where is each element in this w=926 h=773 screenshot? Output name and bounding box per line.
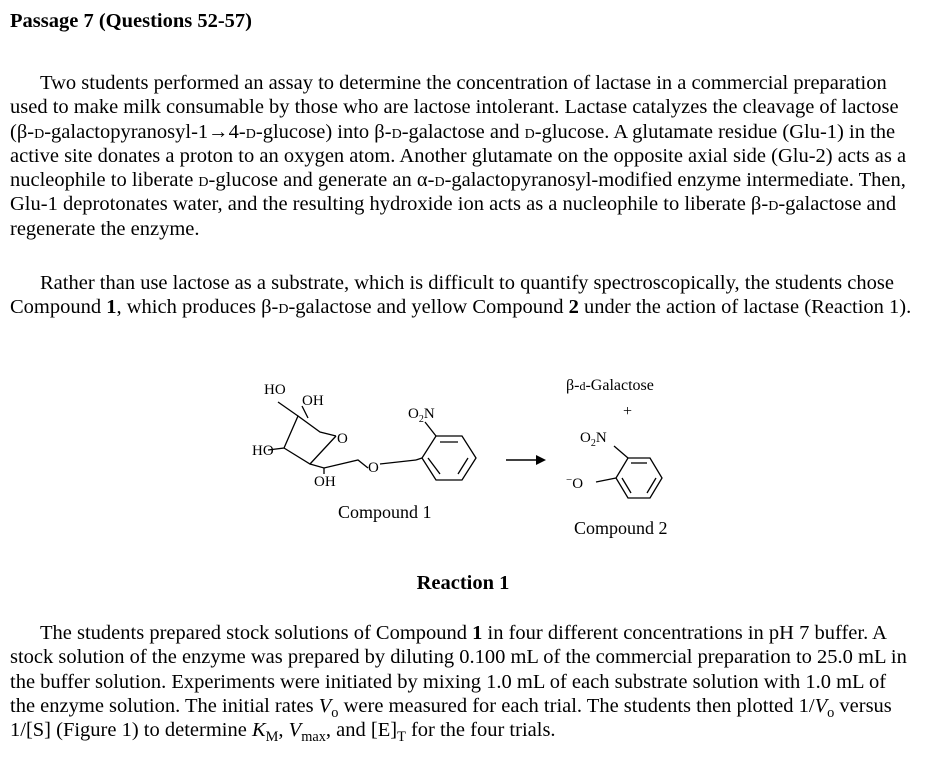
text-run: under the action of lactase (Reaction 1). bbox=[578, 296, 912, 319]
text-run: -galactose and regenerate the enzyme. bbox=[10, 193, 897, 240]
km-symbol: K bbox=[251, 719, 266, 742]
compound-2-label: Compound 2 bbox=[574, 518, 668, 538]
aromatic-bond bbox=[428, 458, 440, 474]
km-subscript: M bbox=[265, 729, 279, 746]
aromatic-bond bbox=[458, 458, 468, 474]
paragraph-1 bbox=[10, 71, 916, 241]
paragraph-3 bbox=[10, 621, 916, 746]
vmax-symbol: V bbox=[288, 719, 302, 742]
text-run: -glucose) into β- bbox=[255, 120, 392, 143]
phenoxide-bond bbox=[596, 478, 616, 482]
text-run: versus 1/[S] (Figure 1) to determine bbox=[10, 694, 892, 742]
text-run: -glucose and generate an α- bbox=[208, 169, 435, 192]
text-run: -galactose and yellow Compound bbox=[288, 296, 569, 319]
ho-top-label: HO bbox=[264, 382, 286, 398]
text-run: were measured for each trial. The students then plotted 1/ bbox=[338, 694, 815, 717]
text-run: Two students performed an assay to determine the concentration of lactase in a commercial preparation used to make milk consumable by those who are lactose intolerant. Lactase catalyzes the cleavage of lactose (β- bbox=[10, 72, 899, 143]
v-subscript: o bbox=[827, 704, 835, 721]
sugar-bond bbox=[278, 402, 298, 416]
et-subscript: T bbox=[397, 729, 406, 746]
text-run: in four different concentrations in pH 7 buffer. A stock solution of the enzyme was prepared by diluting 0.100 mL of the commercial preparation to 25.0 mL in the buffer solution. Experiments were initiated by mixing 1.0 mL of each substrate solution with 1.0 mL of the enzyme solution. The initial rates bbox=[10, 622, 907, 717]
text-run: Rather than use lactose as a substrate, which is difficult to quantify spectroscopically, the students chose Compound bbox=[10, 272, 894, 319]
link-o-label: O bbox=[368, 460, 379, 476]
sugar-bond bbox=[380, 460, 416, 464]
ho-left-label: HO bbox=[252, 443, 274, 459]
compound-2-structure bbox=[596, 446, 662, 498]
text-run: , which produces β- bbox=[116, 296, 279, 319]
text-run: -galactopyranosyl-modified enzyme intermediate. Then, Glu-1 deprotonates water, and the resulting hydroxide ion acts as a nucleophile to liberate β- bbox=[10, 169, 906, 216]
sugar-bond bbox=[310, 460, 368, 468]
nitro-bond bbox=[614, 446, 628, 458]
plus-sign: + bbox=[623, 403, 633, 420]
text-run: The students prepared stock solutions of Compound bbox=[40, 622, 473, 644]
aromatic-bond bbox=[416, 458, 422, 460]
compound-number: 2 bbox=[568, 296, 579, 319]
small-caps-d: d bbox=[198, 169, 209, 192]
nitro-label-2: $O_2N$ bbox=[580, 430, 607, 449]
oh-bottom-label: OH bbox=[314, 474, 336, 490]
text-run: , and [E] bbox=[325, 719, 398, 742]
small-caps-d: d bbox=[391, 120, 402, 143]
text-run: -galactopyranosyl-1→4- bbox=[44, 120, 246, 143]
reaction-label: Reaction 1 bbox=[416, 572, 510, 594]
text-run: -galactose and bbox=[401, 120, 525, 143]
compound-number: 1 bbox=[106, 296, 117, 319]
passage-title: Passage 7 (Questions 52-57) bbox=[10, 10, 253, 32]
ring-o-label: O bbox=[337, 431, 348, 447]
oh-top-label: OH bbox=[302, 393, 324, 409]
small-caps-d: d bbox=[278, 296, 289, 319]
small-caps-d: d bbox=[768, 193, 779, 216]
vmax-subscript: max bbox=[301, 729, 326, 746]
phenoxide-label: −O bbox=[566, 474, 584, 492]
small-caps-d: d bbox=[245, 120, 256, 143]
text-run: -glucose. A glutamate residue (Glu-1) in the active site donates a proton to an oxygen atom. Another glutamate on the opposite axial side (Glu-2) acts as a nucleophile to liberate bbox=[10, 120, 907, 192]
text-run: for the four trials. bbox=[405, 719, 556, 742]
small-caps-d: d bbox=[34, 120, 45, 143]
compound-number: 1 bbox=[472, 622, 483, 644]
v-symbol: V bbox=[318, 694, 332, 717]
sugar-bond bbox=[284, 436, 336, 464]
v-subscript: o bbox=[331, 704, 339, 721]
small-caps-d: d bbox=[434, 169, 445, 192]
v-symbol: V bbox=[814, 694, 828, 717]
sugar-bond bbox=[268, 416, 336, 450]
reaction-scheme bbox=[240, 372, 700, 552]
nitro-label-1: $O_2N$ bbox=[408, 406, 435, 425]
product-galactose-label: β-d-Galactose bbox=[566, 377, 654, 394]
benzene-ring-2 bbox=[616, 458, 662, 498]
text-run: , bbox=[278, 719, 289, 742]
compound-1-label: Compound 1 bbox=[338, 502, 432, 522]
reaction-arrow bbox=[506, 455, 546, 465]
paragraph-2 bbox=[10, 271, 916, 320]
nitro-bond bbox=[425, 422, 436, 436]
small-caps-d: d bbox=[524, 120, 535, 143]
